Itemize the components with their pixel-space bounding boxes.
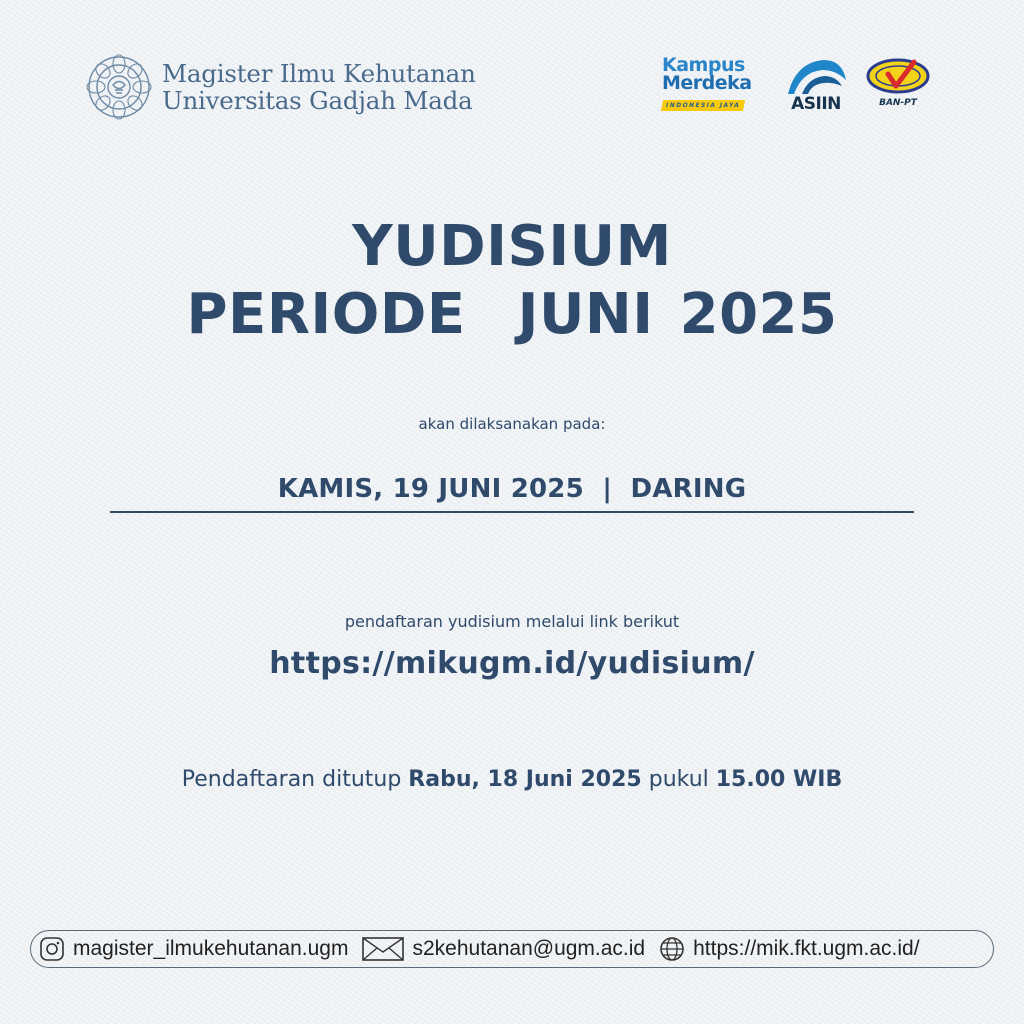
website-url[interactable]: https://mik.fkt.ugm.ac.id/ xyxy=(693,937,920,960)
email-address[interactable]: s2kehutanan@ugm.ac.id xyxy=(412,937,646,960)
kampus-merdeka-tagline: INDONESIA JAYA xyxy=(661,100,745,111)
contact-footer xyxy=(30,930,994,968)
website-contact[interactable] xyxy=(659,936,919,962)
kampus-merdeka-line-1: Kampus xyxy=(662,54,745,76)
email-contact[interactable] xyxy=(362,936,645,962)
accreditation-logos xyxy=(662,56,932,120)
deadline-time: 15.00 WIB xyxy=(715,767,843,792)
institution-branding xyxy=(86,52,476,122)
deadline-middle: pukul xyxy=(641,767,716,792)
divider-line xyxy=(110,511,914,513)
email-icon xyxy=(362,936,404,962)
asiin-logo xyxy=(782,56,850,120)
page-title-line-1: YUDISIUM xyxy=(352,214,672,279)
registration-deadline xyxy=(0,767,1024,792)
ugm-emblem-icon xyxy=(86,52,152,122)
institution-name xyxy=(162,60,476,114)
banpt-label: BAN-PT xyxy=(879,98,917,108)
banpt-logo xyxy=(864,56,932,120)
instagram-handle[interactable]: magister_ilmukehutanan.ugm xyxy=(73,937,349,960)
kampus-merdeka-logo xyxy=(662,56,774,120)
globe-icon xyxy=(659,936,685,962)
banpt-check-icon xyxy=(866,56,930,96)
deadline-prefix: Pendaftaran ditutup xyxy=(181,767,409,792)
registration-note: pendaftaran yudisium melalui link berikut xyxy=(344,612,680,631)
page-title-line-2: PERIODE JUNI 2025 xyxy=(186,282,838,347)
institution-line-2: Universitas Gadjah Mada xyxy=(162,86,473,115)
asiin-label: ASIIN xyxy=(791,94,841,114)
instagram-contact[interactable] xyxy=(39,936,348,962)
intro-text: akan dilaksanakan pada: xyxy=(418,415,606,433)
instagram-icon xyxy=(39,936,65,962)
event-date: KAMIS, 19 JUNI 2025 | DARING xyxy=(277,474,747,504)
asiin-arc-icon xyxy=(784,56,848,96)
registration-link[interactable]: https://mikugm.id/yudisium/ xyxy=(269,646,755,681)
institution-line-1: Magister Ilmu Kehutanan xyxy=(162,59,476,88)
deadline-date: Rabu, 18 Juni 2025 xyxy=(408,767,642,792)
kampus-merdeka-line-2: Merdeka xyxy=(662,72,752,94)
